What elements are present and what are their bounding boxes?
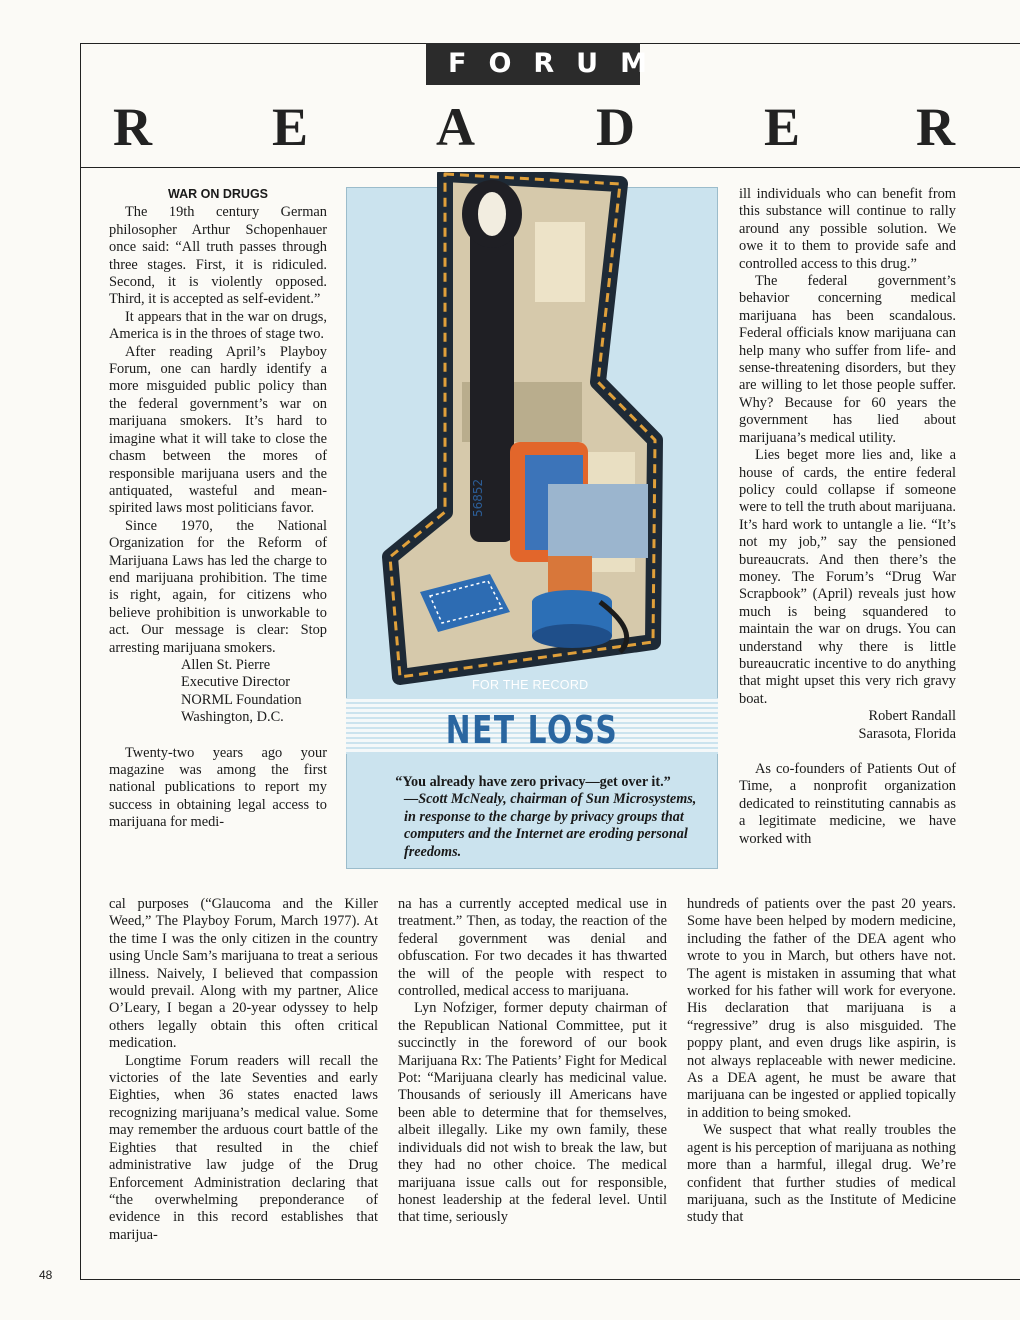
column-left [109, 186, 327, 832]
title-letter: R [916, 97, 955, 157]
bottom-rule [80, 1279, 1020, 1280]
paragraph: ill individuals who can benefit from this substance will continue to rally around any possible solution. We owe it to them to provide safe and controlled access to this drug.” [739, 186, 956, 272]
paragraph: After reading April’s Playboy Forum, one can hardly identify a more misguided public policy than the federal government’s war on marijuana smokers. It’s hard to imagine what it will take to close the chasm between the mores of responsible marijuana users and the antiquated, wasteful and mean-spirited laws most politicians favor. [109, 343, 327, 517]
paragraph: Longtime Forum readers will recall the victories of the late Seventies and early Eighties, when 36 states enacted laws recognizing marijuana’s medical value. Some may remember the arduous court battle of the Eighties that resulted in the chief administrative law judge of the Drug Enforcement Administration declaring that “the overwhelming preponderance of evidence in this record establishes that marijua- [109, 1052, 378, 1243]
title-letter: E [272, 97, 309, 157]
title-letter: R [113, 97, 152, 157]
paragraph: As co-founders of Patients Out of Time, a nonprofit organization dedicated to reinstituting cannabis as a legitimate medicine, we have worked with [739, 761, 956, 847]
column-bottom-left [109, 896, 378, 1244]
sidebar-attribution: —Scott McNealy, chairman of Sun Microsystems, in response to the charge by privacy groups that computers and the Internet are eroding personal freedoms. [404, 791, 697, 860]
paragraph: It appears that in the war on drugs, America is in the throes of stage two. [109, 308, 327, 343]
paragraph: The federal government’s behavior concerning medical marijuana has been scandalous. Federal officials know marijuana can help many who suffer from life- and sense-threatening disorders, but they are willing to let those people suffer. Why? Because for 60 years the government has lied about marijuana’s medical utility. [739, 273, 956, 446]
signature [109, 657, 327, 727]
section-heading: WAR ON DRUGS [168, 187, 268, 201]
paragraph: We suspect that what really troubles the agent is his perception of marijuana as nothing more than a harmful, illegal drug. We’re confident that further studies of medical marijuana, such as the Institute of Medicine study that [687, 1122, 956, 1226]
left-rule [80, 43, 81, 1280]
signature-line: Sarasota, Florida [858, 725, 956, 742]
column-right [739, 186, 956, 848]
sidebar-kicker: FOR THE RECORD [472, 678, 589, 692]
paragraph: Since 1970, the National Organization for the Reform of Marijuana Laws has led the charge to end marijuana prohibition. The time is right, again, for citizens who believe prohibition is unworkable to act. Our message is clear: Stop arresting marijuana smokers. [109, 517, 327, 656]
paragraph: hundreds of patients over the past 20 years. Some have been helped by modern medicine, including the father of the DEA agent who wrote to you in March, but others have not. The agent is mistaken in assuming that what worked for his father will work for everyone. His declaration that marijuana is a “regressive” drug is also misguided. The poppy plant, and even drugs like aspirin, is not always replaceable with newer medicine. As a DEA agent, he must be aware that marijuana can be ingested or applied topically in addition to being smoked. [687, 896, 956, 1121]
paragraph: The 19th century German philosopher Arthur Schopenhauer once said: “All truth passes through three stages. First, it is ridiculed. Second, it is violently opposed. Third, it is accepted as self-evident.” [109, 204, 327, 308]
signature-line: Robert Randall [868, 708, 956, 725]
page-number: 48 [39, 1268, 53, 1282]
signature-line: NORML Foundation [181, 691, 302, 708]
title-letter: A [436, 97, 475, 157]
section-label: FORUM [426, 43, 640, 85]
sidebar-quote: “You already have zero privacy—get over it.” [395, 774, 671, 790]
column-bottom-right [687, 896, 956, 1227]
sidebar-quote-block [368, 774, 698, 861]
title-letter: D [596, 97, 635, 157]
svg-text:56852: 56852 [471, 478, 485, 517]
sidebar-title: NET LOSS [445, 708, 619, 752]
header-rule [80, 167, 1020, 168]
paragraph: cal purposes (“Glaucoma and the Killer Weed,” The Playboy Forum, March 1977). At the time I was the only citizen in the country using Uncle Sam’s marijuana to treat a serious illness. Naively, I believed that compassion would prevail. Along with my partner, Alice O’Leary, I began a 20-year odyssey to help others legally obtain this often critical medication. [109, 896, 378, 1052]
column-bottom-middle [398, 896, 667, 1227]
illustration [350, 172, 715, 697]
signature-line: Executive Director [181, 674, 291, 691]
signature [739, 708, 956, 743]
paragraph: na has a currently accepted medical use in treatment.” Then, as today, the reaction of the federal government was denial and obfuscation. For two decades it has thwarted the will of the people with respect to controlled, medical access to marijuana. [398, 896, 667, 1000]
title-letter: E [764, 97, 801, 157]
paragraph: Twenty-two years ago your magazine was among the first national publications to report my success in obtaining legal access to marijuana for medi- [109, 744, 327, 831]
paragraph: Lyn Nofziger, former deputy chairman of the Republican National Committee, put it succinctly in the foreword of our book Marijuana Rx: The Patients’ Fight for Medical Pot: “Marijuana clearly has medicinal value. Thousands of seriously ill Americans have been able to determine that for themselves, albeit illegally. Like my own family, these individuals did not wish to break the law, but they had no other choice. The medical marijuana issue calls out for responsible, honest leadership at the federal level. Until that time, seriously [398, 1000, 667, 1226]
signature-line: Washington, D.C. [181, 709, 284, 726]
paragraph: Lies beget more lies and, like a house of cards, the entire federal policy could collapse if someone were to tell the truth about marijuana. It’s hard work to untangle a lie. “It’s not my job,” say the pensioned bureaucrats. And then there’s the money. The Forum’s “Drug War Scrapbook” (April) reveals just how much is being squandered to maintain the war on drugs. You can understand why there is little bureaucratic incentive to do anything that might upset this very rich gravy boat. [739, 447, 956, 707]
signature-line: Allen St. Pierre [181, 656, 271, 673]
